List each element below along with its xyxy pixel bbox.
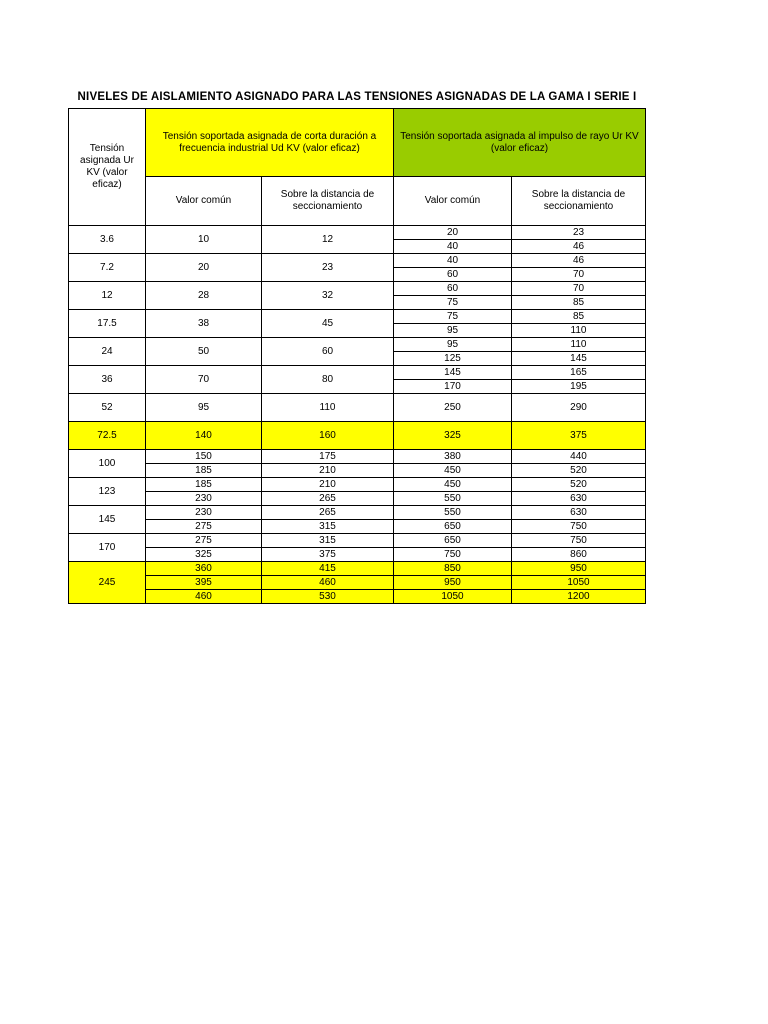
table-row xyxy=(69,338,646,352)
subheader-imp-isolating xyxy=(512,177,646,226)
sd-isolating-cell: 210 xyxy=(262,464,394,478)
imp-isolating-cell: 110 xyxy=(512,338,646,352)
table-row xyxy=(69,394,646,422)
header-impulse-label: Tensión soportada asignada al impulso de rayo Ur KV (valor eficaz) xyxy=(400,130,639,154)
sd-isolating-cell: 265 xyxy=(262,492,394,506)
imp-common-cell: 850 xyxy=(394,562,512,576)
imp-common-cell: 40 xyxy=(394,240,512,254)
table-row xyxy=(69,520,646,534)
imp-common-cell: 170 xyxy=(394,380,512,394)
imp-isolating-cell: 520 xyxy=(512,478,646,492)
sd-common-cell: 395 xyxy=(146,576,262,590)
imp-isolating-cell: 950 xyxy=(512,562,646,576)
imp-isolating-cell: 520 xyxy=(512,464,646,478)
imp-isolating-cell: 195 xyxy=(512,380,646,394)
table-row xyxy=(69,464,646,478)
imp-isolating-cell: 110 xyxy=(512,324,646,338)
imp-common-cell: 650 xyxy=(394,534,512,548)
header-row xyxy=(69,109,646,177)
imp-common-cell: 950 xyxy=(394,576,512,590)
sd-isolating-cell: 45 xyxy=(262,310,394,338)
voltage-cell: 12 xyxy=(69,282,146,310)
imp-isolating-cell: 440 xyxy=(512,450,646,464)
imp-isolating-cell: 70 xyxy=(512,268,646,282)
imp-common-cell: 20 xyxy=(394,226,512,240)
sd-common-cell: 70 xyxy=(146,366,262,394)
subheader-imp-common: Valor común xyxy=(394,177,512,226)
sd-common-cell: 275 xyxy=(146,520,262,534)
imp-common-cell: 650 xyxy=(394,520,512,534)
imp-common-cell: 550 xyxy=(394,506,512,520)
imp-isolating-cell: 46 xyxy=(512,240,646,254)
sd-isolating-cell: 265 xyxy=(262,506,394,520)
imp-common-cell: 60 xyxy=(394,282,512,296)
header-impulse xyxy=(394,109,646,177)
sd-isolating-cell: 530 xyxy=(262,590,394,604)
imp-common-cell: 75 xyxy=(394,296,512,310)
table-row xyxy=(69,492,646,506)
sd-common-cell: 360 xyxy=(146,562,262,576)
imp-common-cell: 325 xyxy=(394,422,512,450)
sd-isolating-cell: 315 xyxy=(262,520,394,534)
table-row xyxy=(69,590,646,604)
imp-common-cell: 60 xyxy=(394,268,512,282)
sd-common-cell: 185 xyxy=(146,478,262,492)
imp-isolating-cell: 750 xyxy=(512,520,646,534)
imp-isolating-cell: 375 xyxy=(512,422,646,450)
table-row xyxy=(69,478,646,492)
table-row xyxy=(69,548,646,562)
imp-isolating-cell: 23 xyxy=(512,226,646,240)
voltage-cell: 17.5 xyxy=(69,310,146,338)
sd-common-cell: 460 xyxy=(146,590,262,604)
sd-common-cell: 230 xyxy=(146,492,262,506)
imp-isolating-cell: 750 xyxy=(512,534,646,548)
imp-isolating-cell: 630 xyxy=(512,506,646,520)
imp-isolating-cell: 70 xyxy=(512,282,646,296)
table-row xyxy=(69,366,646,380)
imp-common-cell: 145 xyxy=(394,366,512,380)
header-short-duration-label: Tensión soportada asignada de corta duración a frecuencia industrial Ud KV (valor eficaz) xyxy=(162,130,377,154)
sd-isolating-cell: 60 xyxy=(262,338,394,366)
header-voltage-label: Tensión asignada Ur KV (valor eficaz) xyxy=(80,143,134,190)
imp-isolating-cell: 46 xyxy=(512,254,646,268)
sd-common-cell: 325 xyxy=(146,548,262,562)
table-row xyxy=(69,226,646,240)
sd-isolating-cell: 175 xyxy=(262,450,394,464)
sd-common-cell: 20 xyxy=(146,254,262,282)
imp-common-cell: 250 xyxy=(394,394,512,422)
voltage-cell: 100 xyxy=(69,450,146,478)
table-row xyxy=(69,282,646,296)
insulation-levels-table xyxy=(68,108,646,604)
sd-common-cell: 185 xyxy=(146,464,262,478)
subheader-sd-common: Valor común xyxy=(146,177,262,226)
voltage-cell: 145 xyxy=(69,506,146,534)
header-short-duration xyxy=(146,109,394,177)
imp-isolating-cell: 145 xyxy=(512,352,646,366)
imp-isolating-cell: 85 xyxy=(512,310,646,324)
sd-common-cell: 150 xyxy=(146,450,262,464)
table-row xyxy=(69,422,646,450)
sd-isolating-cell: 160 xyxy=(262,422,394,450)
subheader-imp-isolating-label: Sobre la distancia de seccionamiento xyxy=(531,189,626,212)
sd-isolating-cell: 315 xyxy=(262,534,394,548)
voltage-cell: 36 xyxy=(69,366,146,394)
sd-common-cell: 95 xyxy=(146,394,262,422)
table-row xyxy=(69,576,646,590)
table-row xyxy=(69,562,646,576)
voltage-cell: 3.6 xyxy=(69,226,146,254)
table-row xyxy=(69,450,646,464)
sd-common-cell: 38 xyxy=(146,310,262,338)
imp-common-cell: 750 xyxy=(394,548,512,562)
sd-common-cell: 28 xyxy=(146,282,262,310)
table-row xyxy=(69,534,646,548)
imp-common-cell: 450 xyxy=(394,478,512,492)
voltage-cell: 123 xyxy=(69,478,146,506)
table-row xyxy=(69,310,646,324)
imp-common-cell: 75 xyxy=(394,310,512,324)
imp-common-cell: 95 xyxy=(394,338,512,352)
voltage-cell: 52 xyxy=(69,394,146,422)
sd-isolating-cell: 23 xyxy=(262,254,394,282)
subheader-sd-isolating-label: Sobre la distancia de seccionamiento xyxy=(280,189,375,212)
imp-common-cell: 95 xyxy=(394,324,512,338)
voltage-cell: 7.2 xyxy=(69,254,146,282)
sd-common-cell: 50 xyxy=(146,338,262,366)
voltage-cell: 170 xyxy=(69,534,146,562)
sd-isolating-cell: 210 xyxy=(262,478,394,492)
voltage-cell: 245 xyxy=(69,562,146,604)
sd-common-cell: 230 xyxy=(146,506,262,520)
imp-common-cell: 40 xyxy=(394,254,512,268)
imp-common-cell: 450 xyxy=(394,464,512,478)
header-voltage xyxy=(69,109,146,226)
sd-isolating-cell: 110 xyxy=(262,394,394,422)
voltage-cell: 72.5 xyxy=(69,422,146,450)
imp-common-cell: 550 xyxy=(394,492,512,506)
imp-isolating-cell: 165 xyxy=(512,366,646,380)
subheader-row xyxy=(69,177,646,226)
imp-common-cell: 380 xyxy=(394,450,512,464)
table-row xyxy=(69,506,646,520)
sd-isolating-cell: 80 xyxy=(262,366,394,394)
sd-isolating-cell: 415 xyxy=(262,562,394,576)
sd-isolating-cell: 32 xyxy=(262,282,394,310)
sd-common-cell: 140 xyxy=(146,422,262,450)
sd-common-cell: 275 xyxy=(146,534,262,548)
sd-isolating-cell: 12 xyxy=(262,226,394,254)
imp-isolating-cell: 1050 xyxy=(512,576,646,590)
sd-common-cell: 10 xyxy=(146,226,262,254)
voltage-cell: 24 xyxy=(69,338,146,366)
page-title: NIVELES DE AISLAMIENTO ASIGNADO PARA LAS TENSIONES ASIGNADAS DE LA GAMA I SERIE I xyxy=(77,91,637,103)
imp-common-cell: 1050 xyxy=(394,590,512,604)
imp-isolating-cell: 85 xyxy=(512,296,646,310)
imp-common-cell: 125 xyxy=(394,352,512,366)
imp-isolating-cell: 860 xyxy=(512,548,646,562)
table-row xyxy=(69,254,646,268)
subheader-sd-isolating xyxy=(262,177,394,226)
imp-isolating-cell: 1200 xyxy=(512,590,646,604)
imp-isolating-cell: 290 xyxy=(512,394,646,422)
imp-isolating-cell: 630 xyxy=(512,492,646,506)
sd-isolating-cell: 460 xyxy=(262,576,394,590)
sd-isolating-cell: 375 xyxy=(262,548,394,562)
